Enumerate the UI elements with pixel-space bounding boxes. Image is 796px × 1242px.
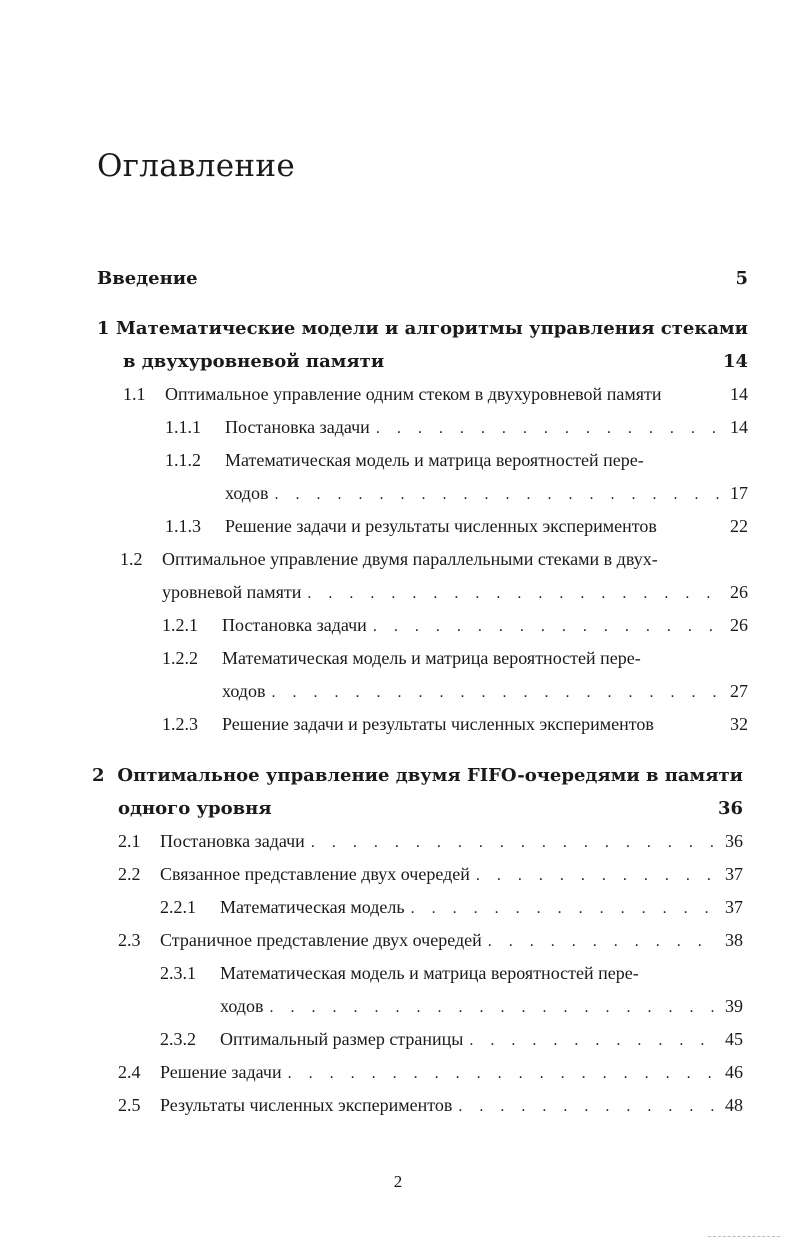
subsection-title: Математическая модель и матрица вероятностей пере-	[225, 450, 644, 470]
toc-entry-page: 14	[730, 384, 748, 404]
toc-subsection-1-1-2[interactable]	[165, 450, 748, 480]
chapter-title: Математические модели и алгоритмы управления стеками	[116, 318, 748, 339]
leader-dots	[458, 1098, 719, 1116]
toc-entry-page: 17	[730, 483, 748, 503]
leader-dots	[269, 999, 719, 1017]
subsection-title: Математическая модель и матрица вероятностей пере-	[220, 963, 639, 983]
toc-entry-page: 36	[717, 798, 743, 819]
section-title: Оптимальное управление одним стеком в двухуровневой памяти	[165, 384, 662, 404]
leader-dots	[274, 486, 724, 504]
toc-section-2-1[interactable]	[118, 831, 743, 861]
leader-dots	[373, 618, 724, 636]
page-title: Оглавление	[97, 148, 295, 184]
chapter-number: 1	[97, 318, 110, 339]
subsection-number: 1.2.3	[162, 714, 198, 734]
toc-entry-intro[interactable]	[97, 268, 748, 298]
subsection-number: 2.2.1	[160, 897, 196, 917]
chapter-title-cont: одного уровня	[118, 798, 272, 819]
leader-dots	[307, 585, 724, 603]
subsection-title-cont: ходов	[220, 996, 264, 1016]
section-title: Результаты численных экспериментов	[160, 1095, 453, 1115]
subsection-title: Постановка задачи	[225, 417, 370, 437]
toc-entry-page: 5	[735, 268, 748, 289]
toc-entry-page: 36	[725, 831, 743, 851]
subsection-title: Постановка задачи	[222, 615, 367, 635]
section-title: Страничное представление двух очередей	[160, 930, 482, 950]
toc-entry-page: 26	[730, 582, 748, 602]
section-number: 1.1	[123, 384, 146, 404]
toc-chapter-1-line1[interactable]	[97, 318, 748, 348]
toc-entry-page: 26	[730, 615, 748, 635]
toc-section-2-4[interactable]	[118, 1062, 743, 1092]
toc-section-1-1[interactable]	[123, 384, 748, 414]
section-number: 2.4	[118, 1062, 141, 1082]
leader-dots	[488, 933, 719, 951]
section-number: 1.2	[120, 549, 143, 569]
chapter-title: Оптимальное управление двумя FIFO-очередями в памяти	[117, 765, 743, 786]
leader-dots	[469, 1032, 719, 1050]
toc-subsection-1-1-2-cont[interactable]	[225, 483, 748, 513]
toc-subsection-1-1-3[interactable]	[165, 516, 748, 546]
section-number: 2.1	[118, 831, 141, 851]
toc-entry-page: 14	[722, 351, 748, 372]
subsection-number: 2.3.1	[160, 963, 196, 983]
subsection-title: Математическая модель	[220, 897, 405, 917]
toc-entry-page: 37	[725, 897, 743, 917]
leader-dots	[271, 684, 724, 702]
leader-dots	[376, 420, 724, 438]
toc-entry-page: 27	[730, 681, 748, 701]
toc-subsection-1-2-1[interactable]	[162, 615, 748, 645]
toc-subsection-2-3-1[interactable]	[160, 963, 743, 993]
toc-chapter-2-line1[interactable]	[92, 765, 743, 795]
section-number: 2.5	[118, 1095, 141, 1115]
subsection-number: 2.3.2	[160, 1029, 196, 1049]
section-title: Постановка задачи	[160, 831, 305, 851]
subsection-number: 1.2.2	[162, 648, 198, 668]
subsection-title-cont: ходов	[222, 681, 266, 701]
toc-subsection-1-2-3[interactable]	[162, 714, 748, 744]
toc-subsection-1-1-1[interactable]	[165, 417, 748, 447]
toc-entry-page: 14	[730, 417, 748, 437]
scan-edge-mark	[708, 1236, 780, 1237]
leader-dots	[288, 1065, 719, 1083]
toc-chapter-1-line2[interactable]	[123, 351, 748, 381]
toc-entry-page: 48	[725, 1095, 743, 1115]
leader-dots	[411, 900, 719, 918]
toc-section-2-2[interactable]	[118, 864, 743, 894]
toc-entry-page: 46	[725, 1062, 743, 1082]
toc-subsection-2-2-1[interactable]	[160, 897, 743, 927]
page-number: 2	[393, 1172, 403, 1191]
section-title: Оптимальное управление двумя параллельными стеками в двух-	[162, 549, 658, 569]
toc-section-1-2[interactable]	[120, 549, 748, 579]
subsection-number: 1.1.2	[165, 450, 201, 470]
toc-entry-title: Введение	[97, 268, 198, 289]
toc-entry-page: 39	[725, 996, 743, 1016]
section-title: Решение задачи	[160, 1062, 282, 1082]
subsection-number: 1.1.3	[165, 516, 201, 536]
section-number: 2.3	[118, 930, 141, 950]
toc-chapter-2-line2[interactable]	[118, 798, 743, 828]
subsection-number: 1.1.1	[165, 417, 201, 437]
subsection-title-cont: ходов	[225, 483, 269, 503]
chapter-number: 2	[92, 765, 105, 786]
section-title: Связанное представление двух очередей	[160, 864, 470, 884]
subsection-title: Решение задачи и результаты численных экспериментов	[222, 714, 654, 734]
toc-subsection-1-2-2[interactable]	[162, 648, 748, 678]
section-number: 2.2	[118, 864, 141, 884]
leader-dots	[311, 834, 719, 852]
toc-subsection-2-3-1-cont[interactable]	[220, 996, 743, 1026]
toc-entry-page: 45	[725, 1029, 743, 1049]
toc-entry-page: 22	[730, 516, 748, 536]
toc-subsection-1-2-2-cont[interactable]	[222, 681, 748, 711]
toc-section-2-5[interactable]	[118, 1095, 743, 1125]
toc-entry-page: 37	[725, 864, 743, 884]
chapter-title-cont: в двухуровневой памяти	[123, 351, 385, 372]
toc-section-1-2-cont[interactable]	[162, 582, 748, 612]
section-title-cont: уровневой памяти	[162, 582, 302, 602]
toc-section-2-3[interactable]	[118, 930, 743, 960]
leader-dots	[476, 867, 719, 885]
subsection-title: Оптимальный размер страницы	[220, 1029, 464, 1049]
toc-entry-page: 32	[730, 714, 748, 734]
subsection-title: Математическая модель и матрица вероятностей пере-	[222, 648, 641, 668]
toc-subsection-2-3-2[interactable]	[160, 1029, 743, 1059]
subsection-title: Решение задачи и результаты численных экспериментов	[225, 516, 657, 536]
subsection-number: 1.2.1	[162, 615, 198, 635]
toc-entry-page: 38	[725, 930, 743, 950]
